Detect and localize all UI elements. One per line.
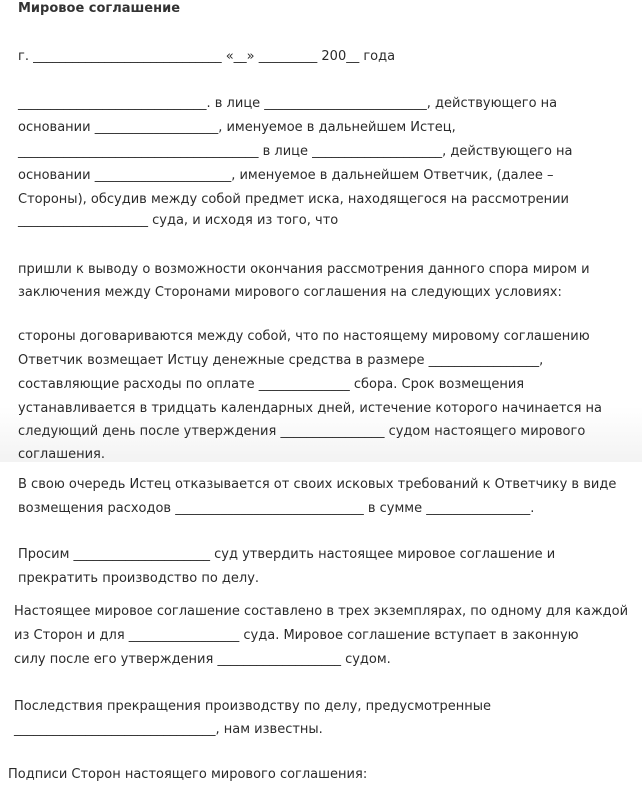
terms-line: устанавливается в тридцать календарных дней, истечение которого начинается на [18, 401, 602, 416]
consequences-line: Последствия прекращения производству по делу, предусмотренные [14, 699, 492, 714]
parties-line: _____________________________. в лице _________________________, действующего на [18, 96, 558, 111]
waiver-line: В свою очередь Истец отказывается от своих исковых требований к Ответчику в виде [18, 477, 617, 492]
terms-line: Ответчик возмещает Истцу денежные средства в размере _________________, [18, 353, 544, 368]
parties-line: ____________________ суда, и исходя из того, что [18, 213, 339, 228]
place-date-line: г. _____________________________ «__» _________ 200__ года [18, 49, 396, 64]
terms-line: следующий день после утверждения ________________ судом настоящего мирового [18, 424, 586, 439]
copies-line: силу после его утверждения ___________________ судом. [14, 652, 391, 667]
terms-line: составляющие расходы по оплате ______________ сбора. Срок возмещения [18, 377, 525, 392]
copies-line: из Сторон и для _________________ суда. Мировое соглашение вступает в законную [14, 628, 579, 643]
consequences-line: _______________________________, нам известны. [14, 722, 323, 737]
parties-line: основании _____________________, именуемое в дальнейшем Ответчик, (далее – [18, 168, 554, 183]
waiver-line: возмещения расходов _____________________________ в сумме ________________. [18, 501, 535, 516]
parties-line: _____________________________________ в лице ____________________, действующего на [18, 144, 573, 159]
copies-line: Настоящее мировое соглашение составлено в трех экземплярах, по одному для каждой [14, 604, 629, 619]
parties-line: Стороны), обсудив между собой предмет иска, находящегося на рассмотрении [18, 192, 570, 207]
conclusion-line: пришли к выводу о возможности окончания рассмотрения данного спора миром и [18, 262, 590, 277]
terms-line: соглашения. [18, 447, 106, 462]
signatures-label: Подписи Сторон настоящего мирового соглашения: [8, 767, 368, 782]
request-line: Просим _____________________ суд утвердить настоящее мировое соглашение и [18, 547, 556, 562]
parties-line: основании ___________________, именуемое в дальнейшем Истец, [18, 120, 456, 135]
conclusion-line: заключения между Сторонами мирового соглашения на следующих условиях: [18, 285, 562, 300]
document-title: Мировое соглашение [18, 1, 181, 16]
terms-line: стороны договариваются между собой, что по настоящему мировому соглашению [18, 329, 590, 344]
request-line: прекратить производство по делу. [18, 571, 260, 586]
